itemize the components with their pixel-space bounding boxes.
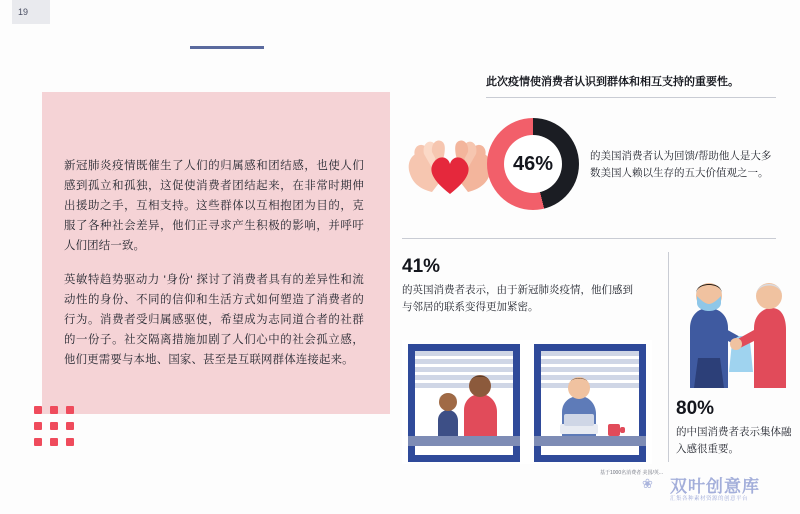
headline-underline bbox=[486, 97, 776, 98]
watermark-icon: ❀ bbox=[642, 476, 653, 491]
neighbors-delivery-illustration bbox=[684, 262, 788, 392]
top-rule-divider bbox=[190, 46, 264, 49]
left-body-text bbox=[64, 156, 364, 384]
donut-description: 的美国消费者认为回馈/帮助他人是大多数美国人赖以生存的五大价值观之一。 bbox=[590, 150, 772, 179]
hands-heart-icon bbox=[402, 118, 498, 214]
donut-chart bbox=[487, 118, 579, 210]
donut-value-label: 46% bbox=[512, 153, 554, 175]
stat-41-description: 的英国消费者表示，由于新冠肺炎疫情，他们感到与邻居的联系变得更加紧密。 bbox=[402, 284, 633, 313]
vertical-divider bbox=[668, 252, 669, 462]
decorative-dot-grid bbox=[34, 406, 80, 452]
stat-80-value: 80% bbox=[676, 398, 715, 419]
left-paragraph-2: 英敏特趋势驱动力 '身份' 探讨了消费者具有的差异性和流动性的身份、不同的信仰和生活方式如何塑造了消费者的行为。消费者受归属感驱使，希望成为志同道合者的社群的一份子。社交隔离措施加剧了人们心中的社会孤立感，他们更需要与本地、国家、甚至是互联网群体连接起来。 bbox=[64, 274, 364, 366]
watermark-text: 双叶创意库 bbox=[670, 477, 760, 496]
horizontal-divider bbox=[402, 238, 776, 239]
left-paragraph-1: 新冠肺炎疫情既催生了人们的归属感和团结感，也使人们感到孤立和孤独，这促使消费者团结起来，在非常时期伸出援助之手，互相支持。这些群体以互相抱团为目的，克服了各种社会差异，他们正寻求产生积极的影响，并呼吁人们团结一致。 bbox=[64, 160, 364, 252]
watermark-subtext: 汇集各种素材资源的创意平台 bbox=[670, 496, 749, 502]
stat-41-value: 41% bbox=[402, 256, 441, 277]
page-number: 19 bbox=[12, 0, 50, 24]
right-headline: 此次疫情使消费者认识到群体和相互支持的重要性。 bbox=[486, 76, 739, 88]
stat-80-description: 的中国消费者表示集体融入感很重要。 bbox=[676, 426, 792, 455]
neighbors-windows-illustration bbox=[402, 340, 652, 464]
source-footnote: 基于1000名消费者 美国/英... bbox=[600, 470, 664, 476]
